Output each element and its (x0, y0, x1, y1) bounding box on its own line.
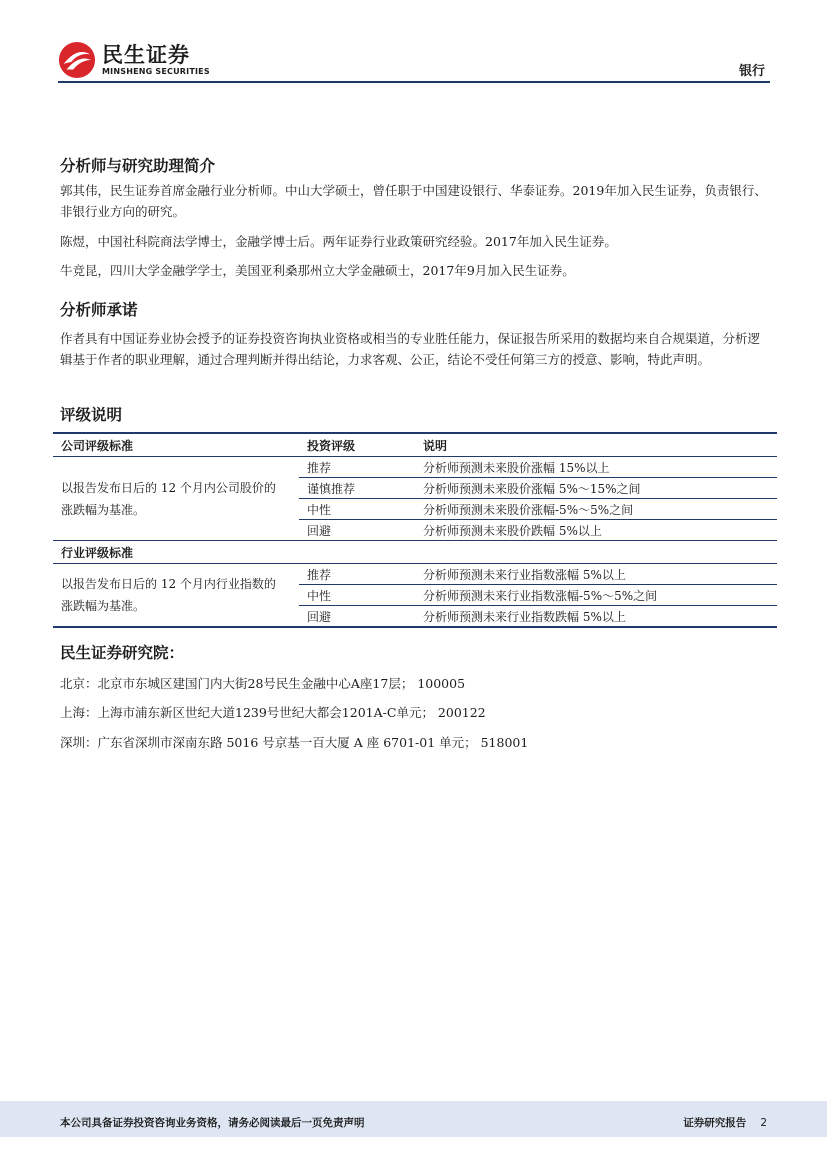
industry-standard-header: 行业评级标准 (53, 541, 299, 564)
analyst-bio-niu: 牛竞昆，四川大学金融学学士，美国亚利桑那州立大学金融硕士，2017年9月加入民生证券。 (60, 263, 575, 278)
commitment-title: 分析师承诺 (60, 301, 138, 319)
address-shanghai: 上海：上海市浦东新区世纪大道1239号世纪大都会1201A-C单元； 200122 (60, 705, 486, 720)
company-rating-desc: 分析师预测未来股价涨幅 15%以上 (415, 457, 777, 478)
rating-table (53, 432, 777, 628)
institute-title: 民生证券研究院： (60, 644, 185, 662)
company-rating-desc: 分析师预测未来股价涨幅 5%～15%之间 (415, 478, 777, 499)
minsheng-logo-icon (58, 41, 96, 79)
company-basis: 以报告发布日后的 12 个月内公司股价的涨跌幅为基准。 (53, 457, 299, 541)
footer-right (683, 1115, 767, 1130)
industry-basis: 以报告发布日后的 12 个月内行业指数的涨跌幅为基准。 (53, 564, 299, 628)
logo-chinese-name: 民生证券 (102, 43, 190, 67)
company-rating: 回避 (299, 520, 415, 541)
rating-table-header (53, 433, 777, 457)
industry-rating-desc: 分析师预测未来行业指数涨幅 5%以上 (415, 564, 777, 585)
analyst-intro-title: 分析师与研究助理简介 (60, 157, 216, 175)
address-shenzhen: 深圳：广东省深圳市深南东路 5016 号京基一百大厦 A 座 6701-01 单元； 518001 (60, 735, 529, 750)
rating-column-header: 投资评级 (299, 433, 415, 457)
company-rating: 推荐 (299, 457, 415, 478)
analyst-bio-guo: 郭其伟，民生证券首席金融行业分析师。中山大学硕士，曾任职于中国建设银行、华泰证券。2019年加入民生证券，负责银行、非银行业方向的研究。 (60, 183, 767, 219)
industry-rating-desc: 分析师预测未来行业指数跌幅 5%以上 (415, 606, 777, 628)
industry-rating-desc: 分析师预测未来行业指数涨幅-5%～5%之间 (415, 585, 777, 606)
address-beijing: 北京：北京市东城区建国门内大街28号民生金融中心A座17层； 100005 (60, 676, 466, 691)
table-row (53, 564, 777, 585)
header-divider (58, 81, 770, 83)
company-rating-desc: 分析师预测未来股价跌幅 5%以上 (415, 520, 777, 541)
industry-rating: 回避 (299, 606, 415, 628)
report-type-label: 证券研究报告 (683, 1117, 747, 1129)
sector-label: 银行 (738, 64, 765, 79)
company-standard-header: 公司评级标准 (53, 433, 299, 457)
footer-disclaimer: 本公司具备证券投资咨询业务资格，请务必阅读最后一页免责声明 (60, 1117, 365, 1129)
company-rating-desc: 分析师预测未来股价涨幅-5%～5%之间 (415, 499, 777, 520)
analyst-bio-chen: 陈煜，中国社科院商法学博士，金融学博士后。两年证券行业政策研究经验。2017年加入民生证券。 (60, 234, 617, 249)
page-number: 2 (760, 1117, 767, 1129)
company-logo (58, 40, 210, 80)
company-rating: 中性 (299, 499, 415, 520)
table-row (53, 457, 777, 478)
description-column-header: 说明 (415, 433, 777, 457)
company-rating: 谨慎推荐 (299, 478, 415, 499)
rating-title: 评级说明 (60, 406, 123, 424)
industry-rating: 中性 (299, 585, 415, 606)
logo-english-name: MINSHENG SECURITIES (102, 67, 210, 76)
industry-rating: 推荐 (299, 564, 415, 585)
commitment-text: 作者具有中国证券业协会授予的证券投资咨询执业资格或相当的专业胜任能力，保证报告所采用的数据均来自合规渠道，分析逻辑基于作者的职业理解，通过合理判断并得出结论，力求客观、公正，结论不受任何第三方的授意、影响，特此声明。 (60, 331, 761, 367)
industry-header-row (53, 541, 777, 564)
